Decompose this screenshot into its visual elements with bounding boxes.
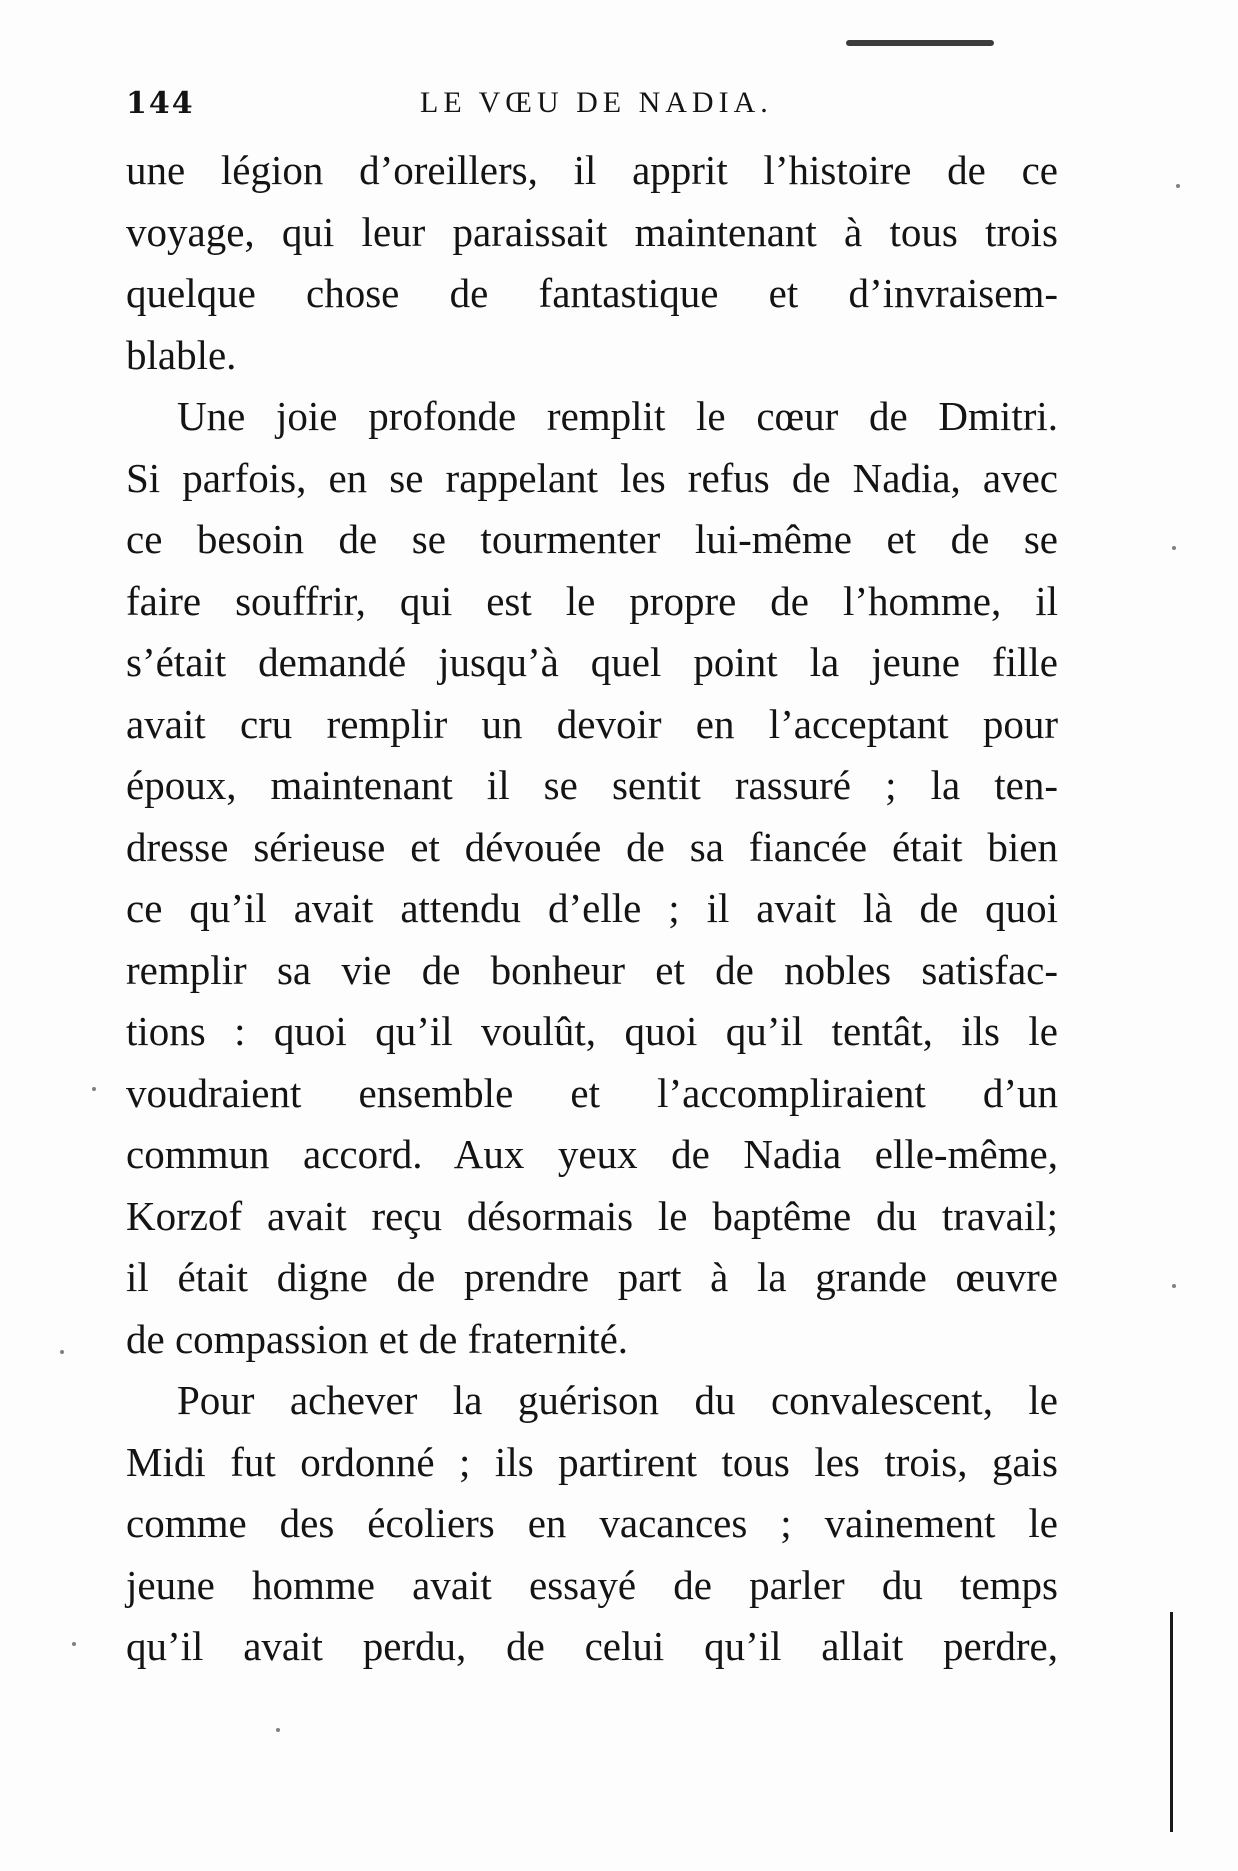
scan-speck — [92, 1087, 96, 1091]
text-line: ce qu’il avait attendu d’elle ; il avait là de quoi — [126, 885, 1058, 931]
running-title: LE VŒU DE NADIA. — [420, 86, 773, 119]
text-line: tions : quoi qu’il voulût, quoi qu’il tentât, ils le — [126, 1008, 1058, 1054]
scan-speck — [1176, 184, 1180, 188]
scan-speck — [1172, 546, 1176, 550]
text-line: il était digne de prendre part à la grande œuvre — [126, 1254, 1058, 1300]
text-line: remplir sa vie de bonheur et de nobles satisfac- — [126, 946, 1058, 993]
scan-speck — [72, 1642, 76, 1646]
page-header — [126, 86, 1058, 132]
text-line: quelque chose de fantastique et d’invraisem- — [126, 270, 1058, 316]
text-line: dresse sérieuse et dévouée de sa fiancée était bien — [126, 823, 1058, 870]
paragraph-2 — [126, 386, 1058, 1370]
text-line: avait cru remplir un devoir en l’acceptant pour — [126, 700, 1058, 747]
text-line: Midi fut ordonné ; ils partirent tous les trois, gais — [126, 1438, 1058, 1485]
text-line: ce besoin de se tourmenter lui-même et de se — [126, 516, 1058, 562]
text-line: comme des écoliers en vacances ; vainement le — [126, 1500, 1058, 1546]
text-line: voudraient ensemble et l’accompliraient d’un — [126, 1069, 1058, 1116]
scan-speck — [1172, 1284, 1176, 1288]
text-line: de compassion et de fraternité. — [126, 1315, 629, 1362]
text-line: époux, maintenant il se sentit rassuré ; la ten- — [126, 762, 1058, 808]
scan-speck — [276, 1728, 280, 1732]
text-line: qu’il avait perdu, de celui qu’il allait perdre, — [126, 1623, 1058, 1669]
paragraph-1 — [126, 140, 1058, 386]
text-line: s’était demandé jusqu’à quel point la jeune fille — [126, 639, 1058, 685]
text-line: voyage, qui leur paraissait maintenant à tous trois — [126, 208, 1058, 255]
page-number: 144 — [126, 86, 195, 121]
body-text — [126, 140, 1058, 1678]
scan-smudge — [846, 40, 994, 46]
text-line: Une joie profonde remplit le cœur de Dmitri. — [177, 393, 1058, 439]
text-line: Korzof avait reçu désormais le baptême du travail; — [126, 1192, 1058, 1239]
text-line: Si parfois, en se rappelant les refus de Nadia, avec — [126, 454, 1058, 501]
text-line: commun accord. Aux yeux de Nadia elle-même, — [126, 1131, 1058, 1177]
text-line: blable. — [126, 331, 237, 378]
text-line: jeune homme avait essayé de parler du temps — [126, 1561, 1058, 1608]
text-line: faire souffrir, qui est le propre de l’homme, il — [126, 577, 1058, 624]
text-line: une légion d’oreillers, il apprit l’histoire de ce — [126, 147, 1058, 193]
paragraph-3 — [126, 1370, 1058, 1678]
text-line: Pour achever la guérison du convalescent, le — [177, 1377, 1058, 1423]
page-edge-line — [1170, 1612, 1173, 1832]
scan-speck — [60, 1350, 64, 1354]
